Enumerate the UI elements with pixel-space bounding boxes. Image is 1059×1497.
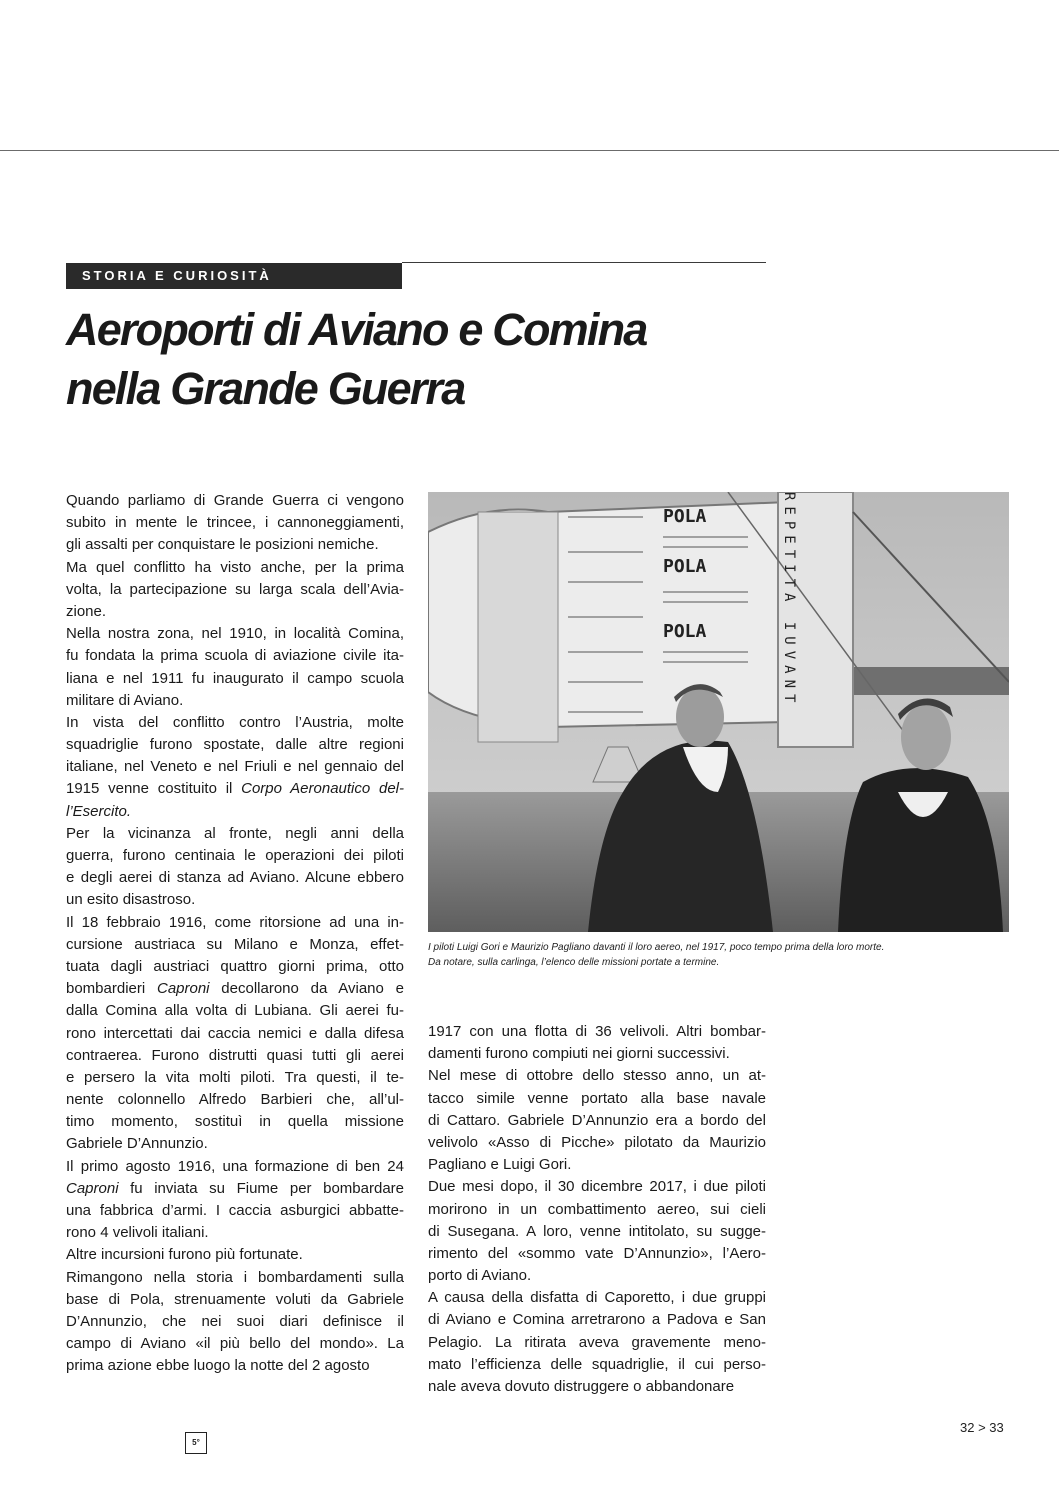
body-line: una fabbrica d’armi. I caccia asburgici abbatte- xyxy=(66,1202,404,1219)
photo-illustration xyxy=(428,492,1009,932)
body-line: mato l’efficienza delle squadriglie, il cui perso- xyxy=(428,1355,766,1373)
title-line-2: nella Grande Guerra xyxy=(66,363,465,414)
body-line: italiane, nel Veneto e nel Friuli e nel gennaio del xyxy=(66,758,404,776)
body-line: volta, la partecipazione su larga scala dell’Avia- xyxy=(66,580,404,598)
body-line: Gabriele D’Annunzio. xyxy=(66,1135,208,1153)
body-line: gli assalti per conquistare le posizioni nemiche. xyxy=(66,536,379,554)
body-line: di Cattaro. Gabriele D’Annunzio era a bordo del xyxy=(428,1111,766,1129)
historical-photo xyxy=(428,492,1009,932)
body-line: A causa della disfatta di Caporetto, i due gruppi xyxy=(428,1289,766,1307)
pilot-right-face xyxy=(901,704,951,770)
body-line: tuata dagli austriaci quattro giorni prima, otto xyxy=(66,957,404,975)
body-line: fu fondata la prima scuola di aviazione civile ita- xyxy=(66,647,404,665)
body-line: un esito disastroso. xyxy=(66,891,196,909)
body-line: di Susegana. A loro, venne intitolato, su sugge- xyxy=(428,1222,766,1240)
body-line: l’Esercito. xyxy=(66,802,132,820)
tail-panel xyxy=(478,512,558,742)
body-line: 1915 venne costituito il Corpo Aeronautico del- xyxy=(66,780,404,798)
body-line: Due mesi dopo, il 30 dicembre 2017, i due piloti xyxy=(428,1178,766,1196)
body-line: dalla Comina alla volta di Lubiana. Gli aerei fu- xyxy=(66,1002,404,1020)
body-line: subito in mente le trincee, i cannoneggiamenti, xyxy=(66,514,404,532)
caption-line-1: I piloti Luigi Gori e Maurizio Pagliano davanti il loro aereo, nel 1917, poco tempo prima della loro morte. xyxy=(428,942,885,953)
body-line: Nella nostra zona, nel 1910, in località Comina, xyxy=(66,625,404,643)
body-column-right xyxy=(428,1021,766,1398)
body-line: prima azione ebbe luogo la notte del 2 agosto xyxy=(66,1357,370,1375)
body-line: rono 4 velivoli italiani. xyxy=(66,1224,209,1242)
body-line: base di Pola, strenuamente voluti da Gabriele xyxy=(66,1290,404,1308)
caption-line-2: Da notare, sulla carlinga, l’elenco delle missioni portate a termine. xyxy=(428,957,720,968)
body-line: porto di Aviano. xyxy=(428,1267,532,1285)
body-line: liana e nel 1911 fu inaugurato il campo scuola xyxy=(66,669,404,687)
body-line: contraerea. Furono distrutti quasi tutti gli aerei xyxy=(66,1046,404,1064)
tree-line xyxy=(848,667,1009,695)
body-line: Per la vicinanza al fronte, negli anni della xyxy=(66,824,404,842)
section-rule xyxy=(402,262,766,263)
body-line: damenti furono compiuti nei giorni successivi. xyxy=(428,1045,730,1063)
body-line: morirono in un combattimento aereo, sui cieli xyxy=(428,1200,766,1218)
body-line: Rimangono nella storia i bombardamenti sulla xyxy=(66,1268,404,1286)
body-line: Pagliano e Luigi Gori. xyxy=(428,1156,572,1174)
body-line: tacco simile venne portato alla base navale xyxy=(428,1089,766,1107)
body-line: Altre incursioni furono più fortunate. xyxy=(66,1246,303,1264)
fuselage-mark-2: POLA xyxy=(663,556,707,577)
body-line: squadriglie furono spostate, dalle altre regioni xyxy=(66,736,404,754)
title-line-1: Aeroporti di Aviano e Comina xyxy=(66,304,647,355)
body-line: timo momento, sostituì in quella missione xyxy=(66,1113,404,1131)
body-line: militare di Aviano. xyxy=(66,691,184,709)
body-line: Il 18 febbraio 1916, come ritorsione ad una in- xyxy=(66,913,404,931)
fuselage-mark-1: POLA xyxy=(663,506,707,527)
body-line: rimento del «sommo vate D’Annunzio», l’Aero- xyxy=(428,1244,766,1262)
body-line: Pelagio. La ritirata aveva gravemente meno- xyxy=(428,1333,766,1351)
fuselage-mark-3: POLA xyxy=(663,621,707,642)
body-line: velivolo «Asso di Picche» pilotato da Maurizio xyxy=(428,1133,766,1151)
body-line: Caproni fu inviata su Fiume per bombardare xyxy=(66,1179,404,1197)
body-line: D’Annunzio, che nei suoi diari definisce il xyxy=(66,1312,404,1330)
body-line: 1917 con una flotta di 36 velivoli. Altri bombar- xyxy=(428,1023,766,1040)
body-line: rono intercettati dai caccia nemici e dalla difesa xyxy=(66,1024,404,1042)
body-line: e persero la vita molti piloti. Tra questi, il te- xyxy=(66,1068,404,1086)
article-title xyxy=(66,300,826,418)
body-line: bombardieri Caproni decollarono da Aviano e xyxy=(66,980,404,998)
body-line: cursione austriaca su Milano e Monza, effet- xyxy=(66,935,404,953)
body-line: campo di Aviano «il più bello del mondo». La xyxy=(66,1335,404,1353)
section-label: STORIA E CURIOSITÀ xyxy=(82,268,272,283)
body-line: Ma quel conflitto ha visto anche, per la prima xyxy=(66,558,404,576)
pilot-left-face xyxy=(676,687,724,747)
body-line: In vista del conflitto contro l’Austria, molte xyxy=(66,713,404,731)
body-line: Il primo agosto 1916, una formazione di ben 24 xyxy=(66,1157,404,1175)
section-bar xyxy=(66,263,402,289)
body-column-left xyxy=(66,490,404,1378)
photo-caption xyxy=(428,940,1028,970)
body-line: nale aveva dovuto distruggere o abbandonare xyxy=(428,1378,735,1395)
body-line: di Aviano e Comina arretrarono a Padova e San xyxy=(428,1311,766,1329)
page-numbers: 32 > 33 xyxy=(960,1420,1004,1435)
body-line: Nel mese di ottobre dello stesso anno, un at- xyxy=(428,1067,766,1085)
body-line: guerra, furono centinaia le operazioni dei piloti xyxy=(66,847,404,864)
body-line: nente colonnello Alfredo Barbieri che, all’ul- xyxy=(66,1091,404,1109)
folio-mark: 5° xyxy=(185,1432,207,1454)
body-line: Quando parliamo di Grande Guerra ci vengono xyxy=(66,492,404,509)
fuselage-side-text: REPETITA IUVANT xyxy=(781,492,797,709)
body-line: e degli aerei di stanza ad Aviano. Alcune ebbero xyxy=(66,869,404,887)
header-rule xyxy=(0,150,1059,151)
body-line: zione. xyxy=(66,602,107,620)
